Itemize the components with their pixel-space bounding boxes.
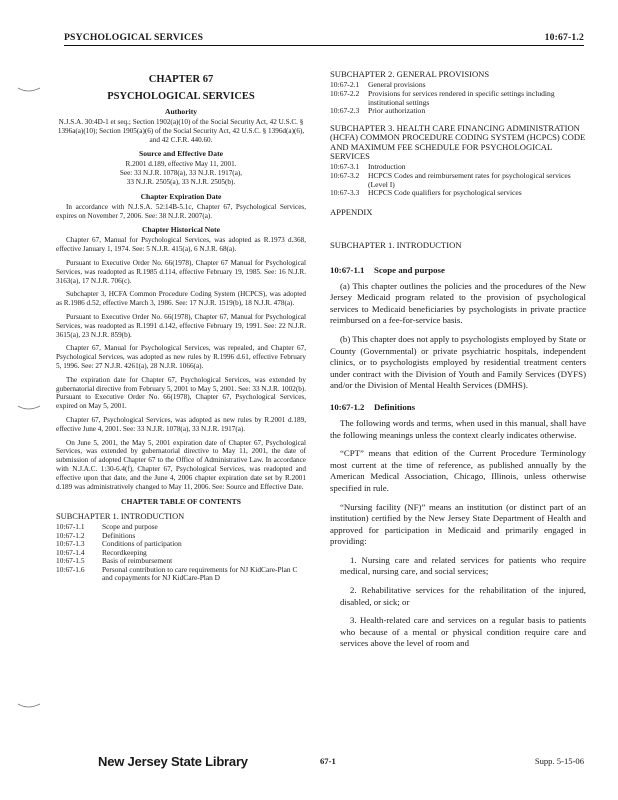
- toc-item: 10:67-3.3 HCPCS Code qualifiers for psychological services: [330, 188, 522, 198]
- appendix-label: APPENDIX: [330, 206, 373, 217]
- supplement-date: Supp. 5-15-06: [534, 756, 584, 766]
- toc-subchapter: SUBCHAPTER 1. INTRODUCTION: [56, 512, 185, 522]
- body-paragraph: (a) This chapter outlines the policies and the procedures of the New Jersey Medicaid program related to the provision of psychological services to Medicaid beneficiaries by psychologists in private practice reimbursed on a fee-for-service basis.: [330, 280, 586, 326]
- history-paragraph: Chapter 67, Manual for Psychological Services, was repealed, and Chapter 67, Psychological Services, was adopted as new rules by R.1996 d.61, effective February 5, 1996. See: 27 N.J.R. 4261(a), 28 N.J.R. 1066(a).: [56, 344, 306, 370]
- authority-text: N.J.S.A. 30:4D-1 et seq.; Section 1902(a)(10) of the Social Security Act, 42 U.S.C. § 1396a(a)(10); Section 1905(a)(6) of the Social Security Act, 42 U.S.C. § 1396d(a)(6), and 42 C.F.R. 440.60.: [57, 118, 305, 144]
- body-paragraph: “Nursing facility (NF)” means an institution (or distinct part of an institution) certified by the New Jersey State Department of Health and approved for participation in Medicaid and primarily engaged in providing:: [330, 501, 586, 547]
- header-section: 10:67-1.2: [544, 32, 584, 43]
- history-heading: Chapter Historical Note: [142, 225, 220, 235]
- subchapter-2-heading: SUBCHAPTER 2. GENERAL PROVISIONS: [330, 69, 490, 79]
- right-column: [330, 70, 586, 657]
- history-paragraph: Pursuant to Executive Order No. 66(1978), Chapter 67 Manual for Psychological Services, was readopted as R.1985 d.114, effective February 19, 1985. See: 16 N.J.R. 3163(a), 17 N.J.R. 706(c).: [56, 258, 306, 285]
- source-heading: Source and Effective Date: [138, 149, 223, 159]
- section-heading: 10:67-1.2 Definitions: [330, 401, 416, 412]
- page-footer: [64, 754, 584, 778]
- library-stamp: New Jersey State Library: [98, 754, 248, 769]
- history-paragraph: Chapter 67, Psychological Services, was adopted as new rules by R.2001 d.189, effective June 4, 2001. See: 33 N.J.R. 1078(a), 33 N.J.R. 1917(a).: [56, 415, 306, 433]
- subchapter-3-heading: SUBCHAPTER 3. HEALTH CARE FINANCING ADMINISTRATION (HCFA) COMMON PROCEDURE CODING SYSTEM (HCPCS) CODE AND MAXIMUM FEE SCHEDULE FOR PSYCHOLOGICAL SERVICES: [330, 122, 586, 161]
- authority-heading: Authority: [164, 107, 198, 116]
- list-item: 3. Health-related care and services on a regular basis to patients who because of a mental or physical condition require care and services above the level of room and: [340, 615, 586, 649]
- header-title: PSYCHOLOGICAL SERVICES: [64, 32, 204, 43]
- left-column: [56, 70, 306, 583]
- toc-item: 10:67-2.1 General provisions: [330, 80, 426, 90]
- toc-item: 10:67-3.1 Introduction: [330, 162, 406, 172]
- expiration-text: In accordance with N.J.S.A. 52:14B-5.1c, Chapter 67, Psychological Services, expires on November 7, 2006. See: 38 N.J.R. 2007(a).: [56, 202, 306, 220]
- history-paragraph: Subchapter 3, HCFA Common Procedure Coding System (HCPCS), was adopted as R.1986 d.52, effective March 3, 1986. See: 17 N.J.R. 1519(b), 18 N.J.R. 478(a).: [56, 290, 306, 308]
- source-text: R.2001 d.189, effective May 11, 2001. See: 33 N.J.R. 1078(a), 33 N.J.R. 1917(a), 33 N.J.R. 2505(a), 33 N.J.R. 2505(b).: [119, 160, 243, 186]
- history-paragraph: The expiration date for Chapter 67, Psychological Services, was extended by gubernatorial directive from February 5, 2001 to May 5, 2001. See: 33 N.J.R. 1002(b). Pursuant to Executive Order No. 66(1978), Chapter 67, Psychological Services, expired on May 5, 2001.: [56, 375, 306, 411]
- section-heading: 10:67-1.1 Scope and purpose: [330, 264, 445, 275]
- subchapter-1-heading: SUBCHAPTER 1. INTRODUCTION: [330, 240, 462, 251]
- list-item: 2. Rehabilitative services for the rehabilitation of the injured, disabled, or sick; or: [340, 585, 586, 607]
- history-paragraph: On June 5, 2001, the May 5, 2001 expiration date of Chapter 67, Psychological Services, was extended by gubernatorial directive to May 11, 2001, the date of submission of adopted Chapter 67 to the Office of Administrative Law. In accordance with N.J.A.C. 1:30-6.4(f), Chapter 67, Psychological Services, was readopted and effective upon that date, and the June 4, 2006 chapter expiration date set by R.2001 d.189 was administratively changed to May 11, 2006. See: Source and Effective Date.: [56, 438, 306, 491]
- running-header: [64, 32, 584, 46]
- chapter-title: PSYCHOLOGICAL SERVICES: [107, 91, 255, 102]
- expiration-heading: Chapter Expiration Date: [140, 191, 222, 201]
- history-paragraph: Chapter 67, Manual for Psychological Services, was adopted as R.1973 d.368, effective January 1, 1974. See: 5 N.J.R. 415(a), 6 N.J.R. 68(a).: [56, 236, 306, 254]
- toc-item: 10:67-1.5 Basis of reimbursement: [56, 556, 173, 566]
- body-paragraph: The following words and terms, when used in this manual, shall have the following meanings unless the context clearly indicates otherwise.: [330, 417, 586, 440]
- toc-item: 10:67-1.2 Definitions: [56, 530, 136, 540]
- chapter-number: CHAPTER 67: [148, 74, 214, 85]
- margin-mark: [14, 80, 44, 100]
- toc-item: 10:67-1.4 Recordkeeping: [56, 547, 147, 557]
- toc-item: 10:67-2.2 Provisions for services rendered in specific settings including institutional settings: [330, 89, 555, 107]
- toc-item: 10:67-2.3 Prior authorization: [330, 106, 426, 116]
- toc-list: [56, 523, 306, 583]
- toc-item: 10:67-3.2 HCPCS Codes and reimbursement rates for psychological services (Level I): [330, 171, 571, 189]
- toc-item: 10:67-1.1 Scope and purpose: [56, 522, 158, 532]
- page-number: 67-1: [320, 756, 336, 766]
- margin-mark: [14, 398, 44, 418]
- body-paragraph: (b) This chapter does not apply to psychologists employed by State or County (Governmental) or private psychiatric hospitals, independent clinics, or to psychologists employed by residential treatment centers under contract with the Division of Youth and Family Services (DYFS) and/or the Division of Mental Health Services (DMHS).: [330, 333, 586, 391]
- toc-item: 10:67-1.3 Conditions of participation: [56, 539, 182, 549]
- toc-item: 10:67-1.6 Personal contribution to care requirements for NJ KidCare-Plan C and copayments for NJ KidCare-Plan D: [56, 564, 298, 583]
- list-item: 1. Nursing care and related services for patients who require medical, nursing care, and social services;: [340, 554, 586, 577]
- history-paragraph: Pursuant to Executive Order No. 66(1978), Chapter 67, Manual for Psychological Services, was readopted as R.1991 d.142, effective February 19, 1991. See: 22 N.J.R. 3615(a), 23 N.J.R. 859(b).: [56, 312, 306, 339]
- margin-mark: [14, 696, 44, 716]
- body-paragraph: “CPT” means that edition of the Current Procedure Terminology most current at the time of reference, as published annually by the American Medical Association, Chicago, Illinois, unless otherwise specified in rule.: [330, 448, 586, 493]
- toc-heading: CHAPTER TABLE OF CONTENTS: [121, 497, 241, 507]
